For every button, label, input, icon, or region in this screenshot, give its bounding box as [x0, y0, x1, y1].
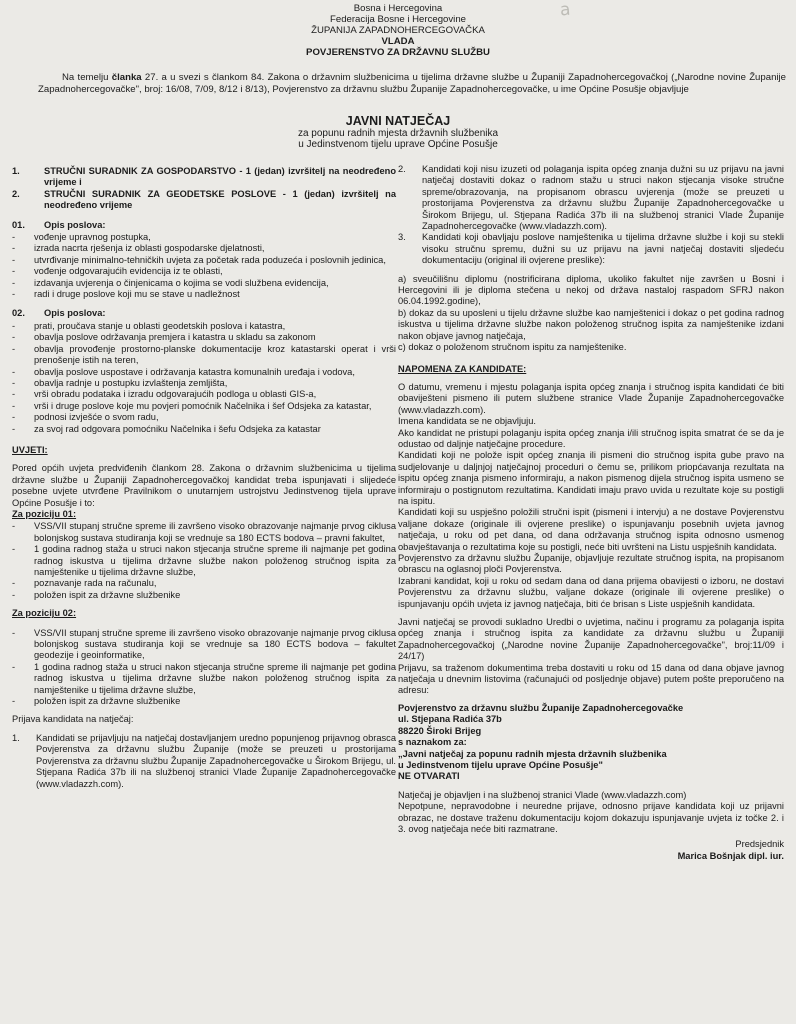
bullet-dash: -: [12, 696, 16, 707]
address-line: ul. Stjepana Radića 37b: [398, 714, 502, 725]
list-item-text: utvrđivanje minimalno-tehničkih uvjeta za početak rada poduzeća i poslovnih jedinica,: [34, 254, 386, 265]
address-line: Povjerenstvo za državnu službu Županije Zapadnohercegovačke: [398, 702, 684, 713]
intro-text-b: članka: [111, 72, 142, 83]
bullet-dash: -: [12, 521, 16, 532]
duties-2-list: [12, 321, 396, 435]
general-conditions: Pored općih uvjeta predviđenih člankom 28. Zakona o državnim službenicima u tijelima državne službe u Županiji Zapadnohercegovačkoj kandidat treba ispunjavati i slijedeće posebne uvjete utvrđene Pravilnikom o unutarnjem ustrojstvu Jedinstvenog tijela uprave Općine Posušje i to:: [12, 463, 396, 508]
bullet-dash: -: [12, 366, 16, 377]
list-item-text: obavlja poslove uspostave i održavanja katastra komunalnih uređaja i vodova,: [34, 366, 355, 377]
deadline-paragraph: Prijavu, sa traženom dokumentima treba dostaviti u roku od 15 dana od dana objave javnog natječaja u dnevnim listovima (računajući od posljednje objave) putem pošte preporučeno na adresu:: [398, 662, 784, 696]
header-government: VLADA: [381, 36, 415, 47]
list-item-text: vođenje upravnog postupka,: [34, 232, 151, 243]
list-item: [12, 367, 396, 378]
duties-1-list: [12, 232, 396, 300]
issuer-header: [0, 3, 796, 58]
note-paragraph: Povjerenstvo za državnu službu Županije, objavljuje rezultate stručnog ispita, na propisanom obrascu na oglasnoj ploči Povjerenstva.: [398, 553, 784, 575]
list-item-text: podnosi izvješće o svom radu,: [34, 412, 159, 423]
duties-2-heading: [12, 308, 396, 319]
position-1-requirements: [12, 521, 396, 601]
intro-paragraph: [38, 72, 786, 95]
list-item-text: 1 godina radnog staža u struci nakon stjecanja stručne spreme ili najmanje pet godina radnog iskustva u tijelima državne službe nakon položenog stručnog ispita za namještenike u tijelima državne službe,: [34, 544, 396, 577]
duties-1-heading: [12, 220, 396, 231]
list-item-text: obavlja provođenje prostorno-planske dokumentacije kroz katastarski operat i vrši prenošenje istih na teren,: [34, 343, 396, 366]
list-item-text: položen ispit za državne službenike: [34, 589, 181, 600]
header-county: ŽUPANIJA ZAPADNOHERCEGOVAČKA: [311, 25, 485, 36]
list-item: [12, 662, 396, 696]
list-item-text: vrši i druge poslove koje mu povjeri pomoćnik Načelnika i šef Odsjeka za katastar,: [34, 400, 372, 411]
position-1-label: Za poziciju 01:: [12, 508, 77, 519]
list-item-text: vrši obradu podataka i izradu odgovarajućih podloga u oblasti GIS-a,: [34, 389, 317, 400]
bullet-dash: -: [12, 423, 16, 434]
list-item: [12, 378, 396, 389]
note-paragraph: Imena kandidata se ne objavljuju.: [398, 416, 536, 427]
notes-paragraphs: [398, 382, 784, 610]
bullet-dash: -: [12, 544, 16, 555]
list-item-text: obavlja poslove održavanja premjera i katastra u skladu sa zakonom: [34, 332, 316, 343]
list-item-text: prati, proučava stanje u oblasti geodetskih poslova i katastra,: [34, 320, 286, 331]
list-item: [12, 590, 396, 601]
note-paragraph: O datumu, vremenu i mjestu polaganja ispita općeg znanja i stručnog ispita kandidati će biti obaviješteni pismeno ili putem službene stranice Vlade Županije Zapadnohercegovačke (www.vladazzh.com).: [398, 381, 784, 415]
header-commission: POVJERENSTVO ZA DRŽAVNU SLUŽBU: [306, 47, 490, 58]
document-item: c) dokaz o položenom stručnom ispitu za namještenike.: [398, 342, 627, 353]
notice-title: JAVNI NATJEČAJ: [345, 114, 451, 128]
bullet-dash: -: [12, 254, 16, 265]
bullet-dash: -: [12, 389, 16, 400]
bullet-dash: -: [12, 266, 16, 277]
note-paragraph: Ako kandidat ne pristupi polaganju ispita općeg znanja i/ili stručnog ispita smatrat će se da je odustao od daljnje natječajne procedure.: [398, 427, 784, 449]
bullet-dash: -: [12, 343, 16, 354]
intro-text-c: 27. a u svezi s člankom 84. Zakona o državnim službenicima u tijelima državne službe u Županiji Zapadnohercegovačkoj („Narodne novine Županije Zapadnohercegovačke", broj: 16/08, 7/09, 8/12 i 8/13), Povjerenstvo za državnu službu Županije Zapadnohercegovačke, u ime Općine Posušje objavljuje: [38, 72, 786, 95]
bullet-dash: -: [12, 377, 16, 388]
document-item: a) sveučilišnu diplomu (nostrificirana diploma, ukoliko fakultet nije završen u Bosni i Hercegovini ili je diploma stečena u nekoj od država nastaloj raspadom SFRJ nakon 06.04.1992.godine),: [398, 273, 784, 307]
list-item: [12, 401, 396, 412]
bleedthrough-text: a: [559, 0, 572, 21]
address-line: NE OTVARATI: [398, 771, 460, 782]
bullet-dash: -: [12, 289, 16, 300]
notice-title-block: [0, 116, 796, 151]
position-number: 2.: [12, 188, 20, 199]
list-item: [12, 544, 396, 578]
list-item: [12, 232, 396, 243]
signatory-role: Predsjednik: [735, 839, 784, 850]
duties-heading-text: Opis poslova:: [44, 219, 106, 230]
application-text: Kandidati koji obavljaju poslove namještenika u tijelima državne službe i koji su stekli visoku stručnu spremu, dužni su uz prijavu na javni natječaj dostaviti sljedeću dokumentaciju (original ili ovjerene preslike):: [422, 232, 784, 266]
list-item-text: obavlja radnje u postupku izvlaštenja zemljišta,: [34, 377, 228, 388]
address-line: „Javni natječaj za popunu radnih mjesta državnih službenika: [398, 748, 667, 759]
list-item: [12, 696, 396, 707]
list-item: [12, 389, 396, 400]
position-2-label: Za poziciju 02:: [12, 608, 77, 619]
signature-block: [398, 839, 784, 862]
list-item-text: vođenje odgovarajućih evidencija iz te oblasti,: [34, 266, 223, 277]
address-line: s naznakom za:: [398, 737, 467, 748]
list-item-text: poznavanje rada na računalu,: [34, 578, 157, 589]
list-item: [12, 321, 396, 332]
bullet-dash: -: [12, 578, 16, 589]
header-federation: Federacija Bosne i Hercegovine: [330, 14, 466, 25]
list-item: [12, 278, 396, 289]
position-item: [12, 189, 396, 212]
bullet-dash: -: [12, 627, 16, 638]
list-item-text: položen ispit za državne službenike: [34, 696, 181, 707]
bullet-dash: -: [12, 589, 16, 600]
bullet-dash: -: [12, 332, 16, 343]
address-line: 88220 Široki Brijeg: [398, 725, 482, 736]
duties-heading-text: Opis poslova:: [44, 308, 106, 319]
list-item-text: VSS/VII stupanj stručne spreme ili završeno visoko obrazovanje najmanje prvog ciklusa bolonjskog sustava studiranja koji se vrednuje sa 180 ECTS bodova – pravni fakultet,: [34, 521, 396, 543]
application-intro: Prijava kandidata na natječaj:: [12, 714, 134, 725]
document-item: b) dokaz da su uposleni u tijelu državne službe kao namještenici i dokaz o pet godina radnog iskustva u tijelima državne službe nakon položenog stručnog ispita za namještenike izdani nakon objave javnog natječaja,: [398, 307, 784, 341]
list-item: [12, 332, 396, 343]
application-item-2: [398, 164, 784, 232]
signatory-name: Marica Bošnjak dipl. iur.: [677, 850, 784, 861]
bullet-dash: -: [12, 412, 16, 423]
list-item-text: radi i druge poslove koji mu se stave u nadležnost: [34, 289, 240, 300]
web-notice: Natječaj je objavljen i na službenoj stranici Vlade (www.vladazzh.com): [398, 789, 687, 800]
duties-number: 01.: [12, 219, 25, 230]
list-item: [12, 628, 396, 662]
conditions-heading: UVJETI:: [12, 444, 48, 455]
address-line: u Jedinstvenom tijelu uprave Općine Posušje": [398, 759, 603, 770]
list-item: [12, 412, 396, 423]
bullet-dash: -: [12, 400, 16, 411]
notice-subtitle-2: u Jedinstvenom tijelu uprave Općine Posušje: [298, 139, 498, 150]
bullet-dash: -: [12, 243, 16, 254]
application-number: 2.: [398, 164, 406, 174]
documents-list: [398, 274, 784, 354]
list-item-text: izrada nacrta rješenja iz oblasti gospodarske djelatnosti,: [34, 243, 265, 254]
application-items: [398, 164, 784, 267]
notes-heading: NAPOMENA ZA KANDIDATE:: [398, 363, 527, 374]
bullet-dash: -: [12, 320, 16, 331]
list-item: [12, 424, 396, 435]
list-item: [12, 243, 396, 254]
mailing-address: [398, 703, 784, 783]
note-paragraph: Kandidati koji ne polože ispit općeg znanja ili pismeni dio stručnog ispita gube pravo na sudjelovanje u daljnjoj natječajnoj proceduri o čemu se, prilikom priopćavanja rezultata na ispitu općeg znanja pismeno informiraju, a nakon pismenog dijela stručnog ispita usmeno se informiraju o postignutom rezultatima. Kandidati imaju pravo uvida u rezultate koje su postigli na ispitu.: [398, 450, 784, 506]
application-number: 1.: [12, 732, 20, 743]
notice-subtitle-1: za popunu radnih mjesta državnih službenika: [297, 127, 499, 139]
header-country: Bosna i Hercegovina: [353, 3, 443, 14]
list-item-text: 1 godina radnog staža u struci nakon stjecanja stručne spreme ili najmanje pet godina radnog iskustva u tijelima državne službe nakon položenog stručnog ispita za namještenike u tijelima državne službe,: [34, 661, 396, 695]
duties-number: 02.: [12, 308, 25, 319]
application-item-3: [398, 232, 784, 266]
list-item-text: VSS/VII stupanj stručne spreme ili završeno visoko obrazovanje najmanje prvog ciklusa bolonjskog sustava studiranja koji se vrednuje sa 180 ECTS bodova – fakultet geodezije i geoinformatike,: [34, 627, 396, 661]
application-item-1: [12, 733, 396, 790]
position-item: [12, 166, 396, 189]
list-item-text: izdavanja uvjerenja o činjenicama o kojima se vodi službena evidencija,: [34, 277, 329, 288]
right-column: [398, 164, 784, 862]
left-column: [12, 166, 396, 790]
position-number: 1.: [12, 166, 20, 176]
position-text: STRUČNI SURADNIK ZA GOSPODARSTVO - 1 (jedan) izvršitelj na neodređeno vrijeme i: [44, 166, 396, 188]
note-paragraph: Kandidati koji su uspješno položili stručni ispit (pismeni i intervju) a ne dostave Povjerenstvu valjane dokaze (originale ili ovjerene preslike) o ispunjavanju posebnih uvjeta javnog natječaja, u roku od pet dana, od dana održavanja stručnog ispita odnosno usmenog obavještavanja o rezultatima koje su postigli, neće biti uvršteni na Listu uspješnih kandidata.: [398, 507, 784, 552]
position-text: STRUČNI SURADNIK ZA GEODETSKE POSLOVE - 1 (jedan) izvršitelj na neodređeno vrijeme: [44, 188, 396, 211]
application-number: 3.: [398, 232, 406, 243]
procedure-paragraph: Javni natječaj se provodi sukladno Uredbi o uvjetima, načinu i programu za polaganja ispita općeg znanja i stručnog ispita za kandidate za državnu službu u Županiji Zapadnohercegovačkoj („Narodne novine Županije Zapadnohercegovačke", broj:11/09 i 24/17): [398, 617, 784, 662]
bullet-dash: -: [12, 661, 16, 672]
list-item: [12, 521, 396, 544]
list-item-text: za svoj rad odgovara pomoćniku Načelnika i šefu Odsjeka za katastar: [34, 423, 321, 434]
bullet-dash: -: [12, 277, 16, 288]
intro-text-a: Na temelju: [62, 72, 112, 83]
bullet-dash: -: [12, 232, 16, 243]
list-item: [12, 289, 396, 300]
application-text: Kandidati se prijavljuju na natječaj dostavljanjem uredno popunjenog prijavnog obrasca Povjerenstva za državnu službu Županije (može se preuzeti u prostorijama Povjerenstva za državnu službu Županije Zapadnohercegovačke u Širokom Brijegu, ul. Stjepana Radića 37b ili na službenoj stranici Vlade Županije Zapadnohercegovačke (www.vladazzh.com).: [36, 732, 396, 789]
list-item: [12, 255, 396, 266]
list-item: [12, 266, 396, 277]
application-text: Kandidati koji nisu izuzeti od polaganja ispita općeg znanja dužni su uz prijavu na javni natječaj dostaviti dokaz o radnom stažu u struci nakon stjecanja visoke stručne spreme/obrazovanja, na propisanom obrascu uvjerenja (može se preuzeti u prostorijama Povjerenstva za državnu službu Županije Zapadnohercegovačke u Širokom Brijegu, ul. Stjepana Radića 37b ili na službenoj stranici Vlade Županije Zapadnohercegovačke (www.vladazzh.com).: [422, 164, 784, 232]
list-item: [12, 344, 396, 367]
incomplete-notice: Nepotpune, nepravodobne i neuredne prijave, odnosno prijave kandidata koji uz prijavni obrazac, ne dostave traženu dokumentaciju kojom dokazuju ispunjavanje uvjeta iz točke 2. i 3. ovog natječaja neće biti razmatrane.: [398, 801, 784, 834]
note-paragraph: Izabrani kandidat, koji u roku od sedam dana od dana prijema obavijesti o izboru, ne dostavi Povjerenstvu za državnu službu, valjane dokaze (originale ili ovjerene preslike) o ispunjavanju općih uvjeta iz javnog natječaja, biti će brisan s Liste uspješnih kandidata.: [398, 575, 784, 609]
position-2-requirements: [12, 628, 396, 708]
list-item: [12, 578, 396, 589]
